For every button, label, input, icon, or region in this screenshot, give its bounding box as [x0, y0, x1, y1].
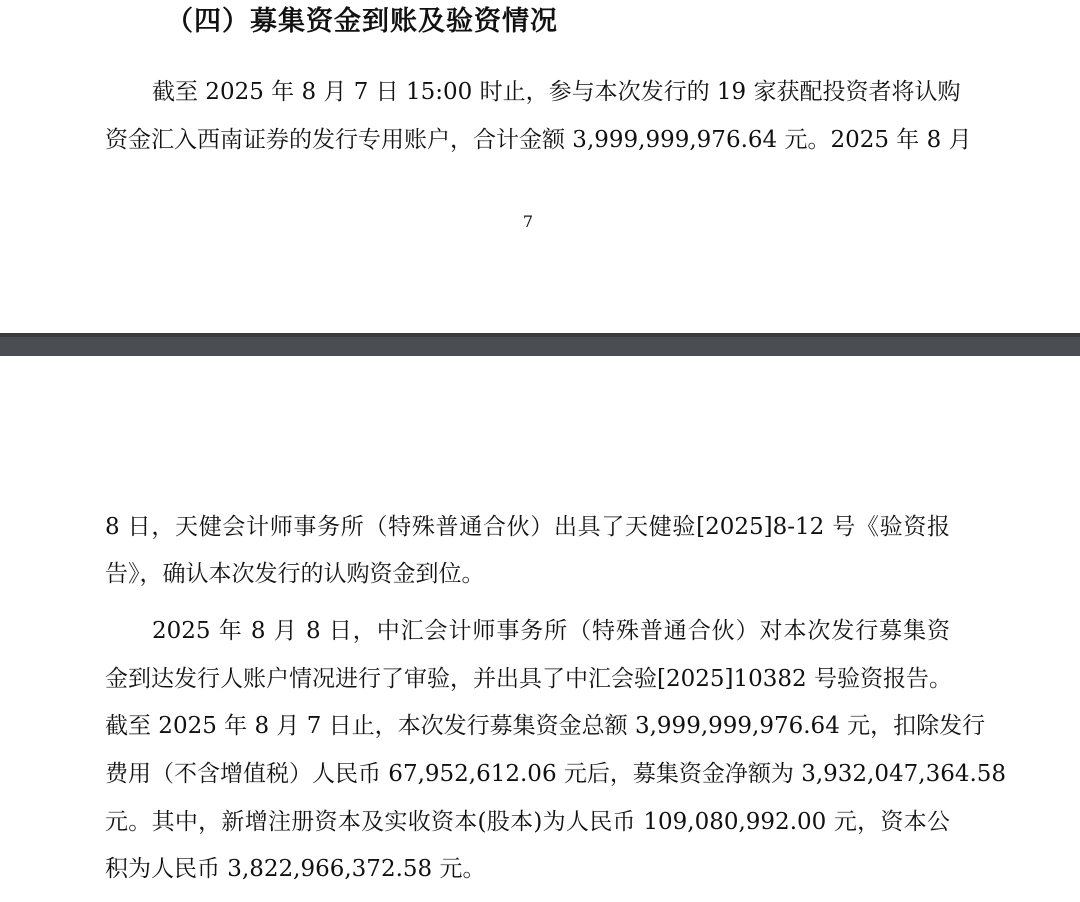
paragraph-line: 费用（不含增值税）人民币 67,952,612.06 元后，募集资金净额为 3,932,047,364.58 [105, 761, 1007, 787]
paragraph-line: 截至 2025 年 8 月 7 日止，本次发行募集资金总额 3,999,999,976.64 元，扣除发行 [105, 713, 986, 739]
paragraph-line: 2025 年 8 月 8 日，中汇会计师事务所（特殊普通合伙）对本次发行募集资 [152, 618, 950, 644]
paragraph-line: 金到达发行人账户情况进行了审验，并出具了中汇会验[2025]10382 号验资报告。 [105, 666, 952, 692]
paragraph-line: 8 日，天健会计师事务所（特殊普通合伙）出具了天健验[2025]8-12 号《验资报 [105, 514, 950, 540]
page-separator [0, 333, 1080, 356]
document-page-bottom [0, 356, 1080, 902]
paragraph-line: 告》，确认本次发行的认购资金到位。 [105, 561, 485, 587]
paragraph-line: 积为人民币 3,822,966,372.58 元。 [105, 856, 486, 882]
page-number: 7 [522, 212, 534, 231]
document-page-top [0, 0, 1080, 333]
paragraph-line: 元。其中，新增注册资本及实收资本(股本)为人民币 109,080,992.00 元，资本公 [105, 809, 950, 835]
paragraph-line: 截至 2025 年 8 月 7 日 15:00 时止，参与本次发行的 19 家获配投资者将认购 [152, 79, 961, 105]
paragraph-line: 资金汇入西南证券的发行专用账户，合计金额 3,999,999,976.64 元。2025 年 8 月 [105, 127, 972, 153]
section-heading: （四）募集资金到账及验资情况 [166, 6, 558, 37]
